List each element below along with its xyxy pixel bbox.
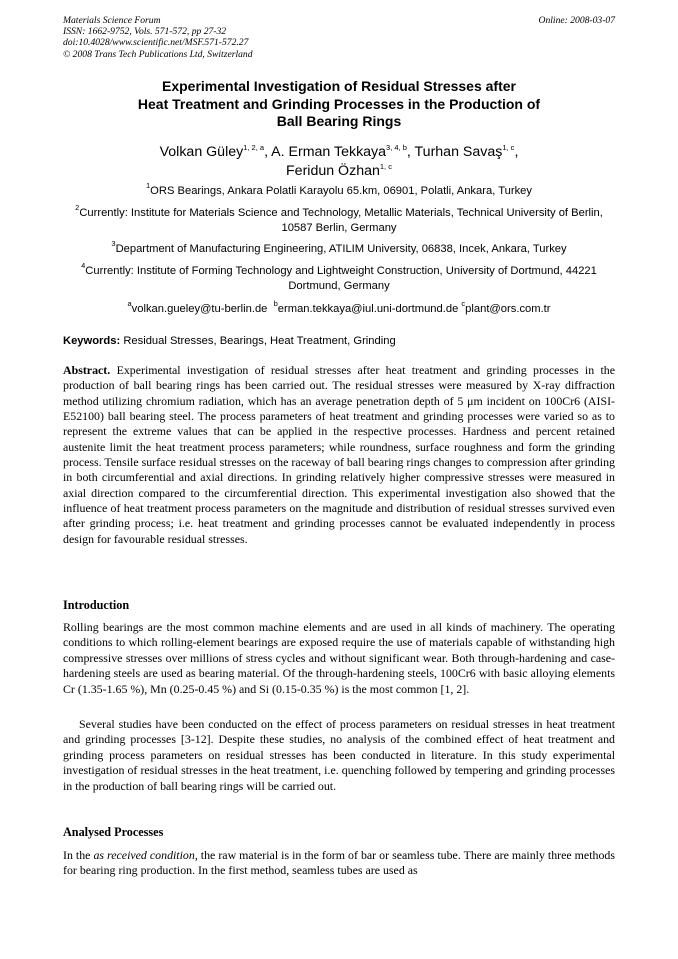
section-heading: Analysed Processes (63, 825, 164, 839)
email-link[interactable]: erman.tekkaya@iul.uni-dortmund.de (277, 303, 459, 315)
affiliation-mark: 4 (81, 261, 86, 270)
email-link[interactable]: volkan.gueley@tu-berlin.de (131, 303, 268, 315)
abstract (63, 363, 615, 547)
paragraph-text: , the raw material is in the form of bar or seamless tube. There are mainly three methods for bearing ring production. In the first method, seamless tubes are used as (63, 848, 615, 878)
affiliation-mark: 2 (75, 203, 80, 212)
section-heading: Introduction (63, 598, 130, 612)
journal-name: Materials Science Forum (63, 15, 161, 26)
journal-header (63, 15, 253, 60)
journal-issn: ISSN: 1662-9752, Vols. 571-572, pp 27-32 (63, 26, 227, 38)
paragraph: Several studies have been conducted on the effect of process parameters on residual stresses in heat treatment and grinding processes [3-12]. Despite these studies, no analysis of the combined effect of heat treatment and grinding process parameters on residual stresses has been conducted in literature. In this study experimental investigation of residual stresses in the heat treatment, i.e. quenching followed by tempering and grinding processes in the production of ball bearing rings will be carried out. (63, 717, 615, 793)
author-name: , Turhan Savaş (406, 144, 503, 160)
author-name: , A. Erman Tekkaya (264, 144, 387, 160)
affiliation (63, 261, 615, 293)
journal-doi: doi:10.4028/www.scientific.net/MSF.571-572.27 (63, 37, 249, 49)
email-mark: c (461, 299, 466, 308)
online-date: Online: 2008-03-07 (538, 15, 615, 26)
email-mark: b (273, 299, 278, 308)
affiliation-text: Currently: Institute of Forming Technology and Lightweight Construction, University of Dortmund, 44221 Dortmund, Germany (85, 265, 597, 292)
author-affiliation-mark: 1, 2, a (243, 143, 265, 152)
affiliation-mark: 1 (146, 181, 151, 190)
author-affiliation-mark: 3, 4, b (386, 143, 407, 152)
author-name: Volkan Güley (159, 144, 244, 160)
email-mark: a (127, 299, 132, 308)
author-separator: , (514, 144, 519, 160)
author-affiliation-mark: 1, c (502, 143, 515, 152)
keywords-text: Residual Stresses, Bearings, Heat Treatment, Grinding (123, 335, 396, 347)
abstract-text: Experimental investigation of residual stresses after heat treatment and grinding processes in the production of ball bearing rings has been carried out. The residual stresses were measured by X-ray diffraction method utilizing chromium radiation, which has an average penetration depth of 5 μm incident on 100Cr6 (AISI-E52100) ball bearing steel. The process parameters of heat treatment and grinding processes were varied so as to represent the extreme values that can be applied in the respective processes. Hardness and percent retained austenite limit the heat treatment process parameters; while roundness, surface roughness and form the grinding process. Tensile surface residual stresses on the raceway of ball bearing rings changes to compression after grinding in both circumferential and axial directions. In grinding relatively higher compressive stresses were measured in axial direction compared to the circumferential direction. This experimental investigation also showed that the influence of heat treatment process parameters on the magnitude and distribution of residual stresses survived even after grinding process; i.e. heat treatment and grinding processes cannot be evaluated independently in process design for favourable residual stresses. (63, 363, 615, 546)
email-link[interactable]: plant@ors.com.tr (465, 303, 551, 315)
author-list (63, 143, 615, 181)
paragraph-text: In the (63, 848, 94, 862)
email-list (63, 299, 615, 316)
affiliation-text: Department of Manufacturing Engineering, ATILIM University, 06838, Incek, Ankara, Turkey (115, 243, 567, 255)
title-line: Heat Treatment and Grinding Processes in the Production of (137, 95, 541, 112)
affiliation (63, 239, 615, 257)
title-line: Experimental Investigation of Residual Stresses after (161, 78, 516, 94)
author-name: Feridun Özhan (286, 163, 380, 179)
paragraph (63, 848, 615, 879)
paragraph: Rolling bearings are the most common machine elements and are used in all kinds of machinery. The operating conditions to which rolling-element bearings are exposed require the use of materials capable of withstanding high compressive stresses over millions of stress cycles and without significant wear. Both through-hardening and case-hardening steels are used as bearing material. Of the through-hardening steels, 100Cr6 with basic alloying elements Cr (1.35-1.65 %), Mn (0.25-0.45 %) and Si (0.15-0.35 %) is the most common [1, 2]. (63, 620, 615, 696)
title-line: Ball Bearing Rings (276, 113, 402, 129)
paper-title (63, 78, 615, 131)
keywords (63, 334, 615, 348)
affiliation (63, 181, 615, 199)
journal-copyright: © 2008 Trans Tech Publications Ltd, Switzerland (63, 48, 253, 60)
affiliation-text: ORS Bearings, Ankara Polatli Karayolu 65.km, 06901, Polatli, Ankara, Turkey (150, 185, 532, 197)
affiliation (63, 203, 615, 235)
emphasis-text: as received condition (93, 848, 195, 862)
author-affiliation-mark: 1, c (379, 162, 392, 171)
keywords-label: Keywords: (63, 335, 121, 347)
affiliation-mark: 3 (111, 239, 116, 248)
abstract-label: Abstract. (63, 363, 111, 377)
affiliation-text: Currently: Institute for Materials Science and Technology, Metallic Materials, Technical University of Berlin, 10587 Berlin, Germany (79, 207, 603, 234)
